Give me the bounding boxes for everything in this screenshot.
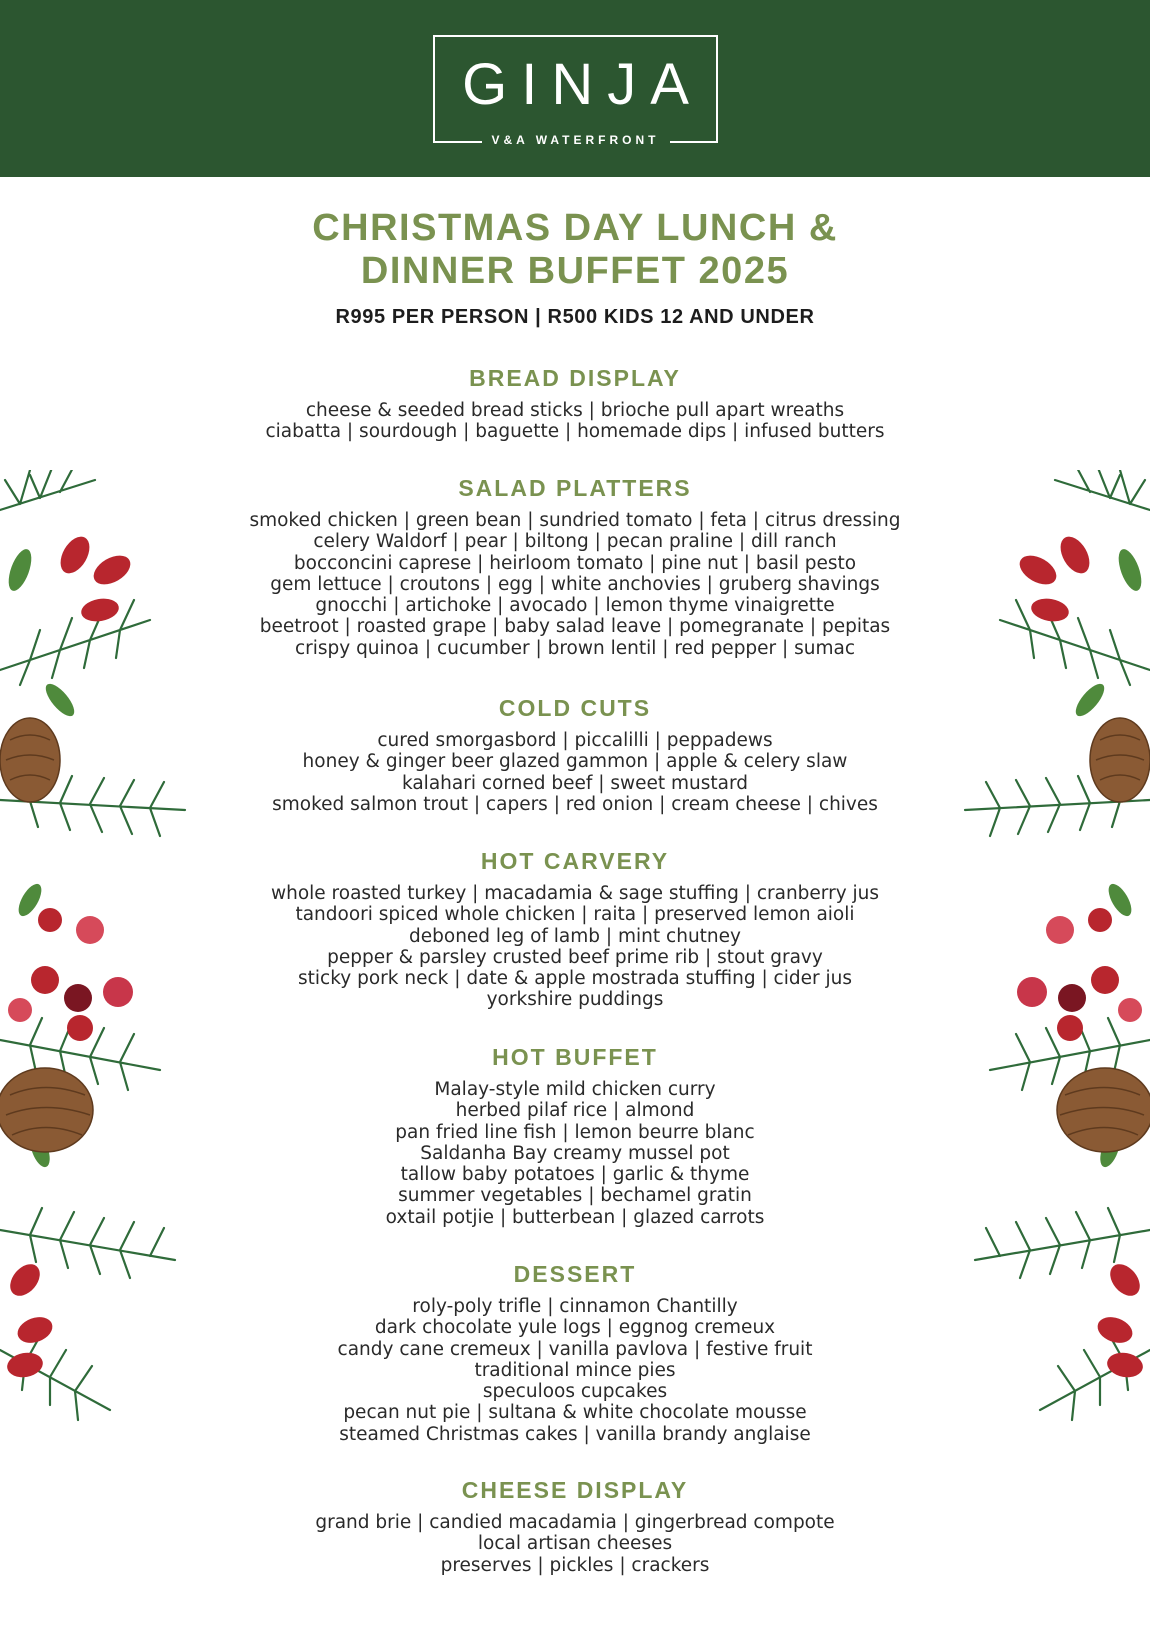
pine-berry-garland-icon [960, 470, 1150, 1470]
pine-berry-garland-icon [0, 470, 190, 1470]
menu-line: smoked chicken | green bean | sundried tomato | feta | citrus dressing [249, 510, 901, 531]
menu-line: gem lettuce | croutons | egg | white anchovies | gruberg shavings [270, 573, 880, 595]
section-title: BREAD DISPLAY [469, 365, 681, 391]
price-line: R995 PER PERSON | R500 KIDS 12 AND UNDER [335, 306, 815, 328]
section-bread-display [200, 364, 950, 443]
logo-subtitle: V&A WATERFRONT [482, 130, 670, 150]
menu-line: tandoori spiced whole chicken | raita | preserved lemon aioli [295, 904, 855, 926]
header-band [0, 0, 1150, 177]
menu-line: Malay-style mild chicken curry [434, 1079, 716, 1100]
menu-line: honey & ginger beer glazed gammon | apple & celery slaw [302, 751, 848, 773]
section-salad-platters [200, 474, 950, 659]
section-cheese-display [200, 1476, 950, 1576]
menu-line: oxtail potjie | butterbean | glazed carrots [385, 1206, 765, 1228]
logo-wordmark: GINJA [462, 52, 703, 117]
menu-line: preserves | pickles | crackers [440, 1554, 710, 1576]
menu-line: local artisan cheeses [477, 1533, 673, 1555]
menu-line: cheese & seeded bread sticks | brioche pull apart wreaths [305, 400, 845, 421]
menu-line: beetroot | roasted grape | baby salad leave | pomegranate | pepitas [259, 616, 891, 638]
ginja-logo [433, 35, 718, 147]
menu-line: deboned leg of lamb | mint chutney [409, 925, 741, 947]
menu-line: bocconcini caprese | heirloom tomato | pine nut | basil pesto [293, 552, 857, 574]
section-hot-carvery [200, 847, 950, 1011]
menu-line: candy cane cremeux | vanilla pavlova | festive fruit [337, 1338, 813, 1360]
menu-line: pecan nut pie | sultana & white chocolate mousse [343, 1402, 807, 1424]
menu-line: roly-poly trifle | cinnamon Chantilly [412, 1296, 738, 1317]
menu-line: smoked salmon trout | capers | red onion | cream cheese | chives [272, 793, 878, 815]
section-title: HOT BUFFET [492, 1044, 658, 1070]
page-title [175, 207, 975, 293]
title-line-1: CHRISTMAS DAY LUNCH & [312, 207, 838, 249]
menu-line: summer vegetables | bechamel gratin [398, 1185, 752, 1207]
menu-line: gnocchi | artichoke | avocado | lemon thyme vinaigrette [315, 595, 835, 617]
title-line-2: DINNER BUFFET 2025 [360, 250, 790, 292]
section-cold-cuts [200, 694, 950, 815]
menu-line: pan fried line fish | lemon beurre blanc [395, 1121, 755, 1143]
menu-line: cured smorgasbord | piccalilli | peppadews [377, 730, 773, 751]
menu-line: crispy quinoa | cucumber | brown lentil | red pepper | sumac [294, 637, 856, 659]
menu-line: dark chocolate yule logs | eggnog cremeux [374, 1317, 776, 1339]
menu-line: yorkshire puddings [486, 989, 664, 1011]
menu-line: speculoos cupcakes [482, 1381, 668, 1403]
section-title: HOT CARVERY [480, 848, 670, 874]
menu-line: whole roasted turkey | macadamia & sage stuffing | cranberry jus [270, 883, 880, 904]
section-title: SALAD PLATTERS [458, 475, 692, 501]
menu-line: sticky pork neck | date & apple mostrada stuffing | cider jus [298, 968, 852, 990]
section-title: DESSERT [513, 1261, 637, 1287]
menu-line: Saldanha Bay creamy mussel pot [420, 1142, 730, 1164]
menu-line: herbed pilaf rice | almond [455, 1100, 695, 1122]
menu-line: grand brie | candied macadamia | gingerbread compote [315, 1512, 835, 1533]
menu-line: pepper & parsley crusted beef prime rib | stout gravy [327, 946, 823, 968]
menu-line: tallow baby potatoes | garlic & thyme [400, 1164, 750, 1186]
section-hot-buffet [200, 1043, 950, 1228]
menu-line: celery Waldorf | pear | biltong | pecan praline | dill ranch [313, 531, 837, 553]
menu-line: ciabatta | sourdough | baguette | homemade dips | infused butters [265, 421, 885, 443]
section-title: CHEESE DISPLAY [461, 1477, 689, 1503]
menu-line: traditional mince pies [474, 1359, 676, 1381]
section-title: COLD CUTS [498, 695, 652, 721]
menu-line: kalahari corned beef | sweet mustard [401, 772, 749, 794]
menu-line: steamed Christmas cakes | vanilla brandy anglaise [339, 1423, 811, 1445]
section-dessert [200, 1260, 950, 1445]
